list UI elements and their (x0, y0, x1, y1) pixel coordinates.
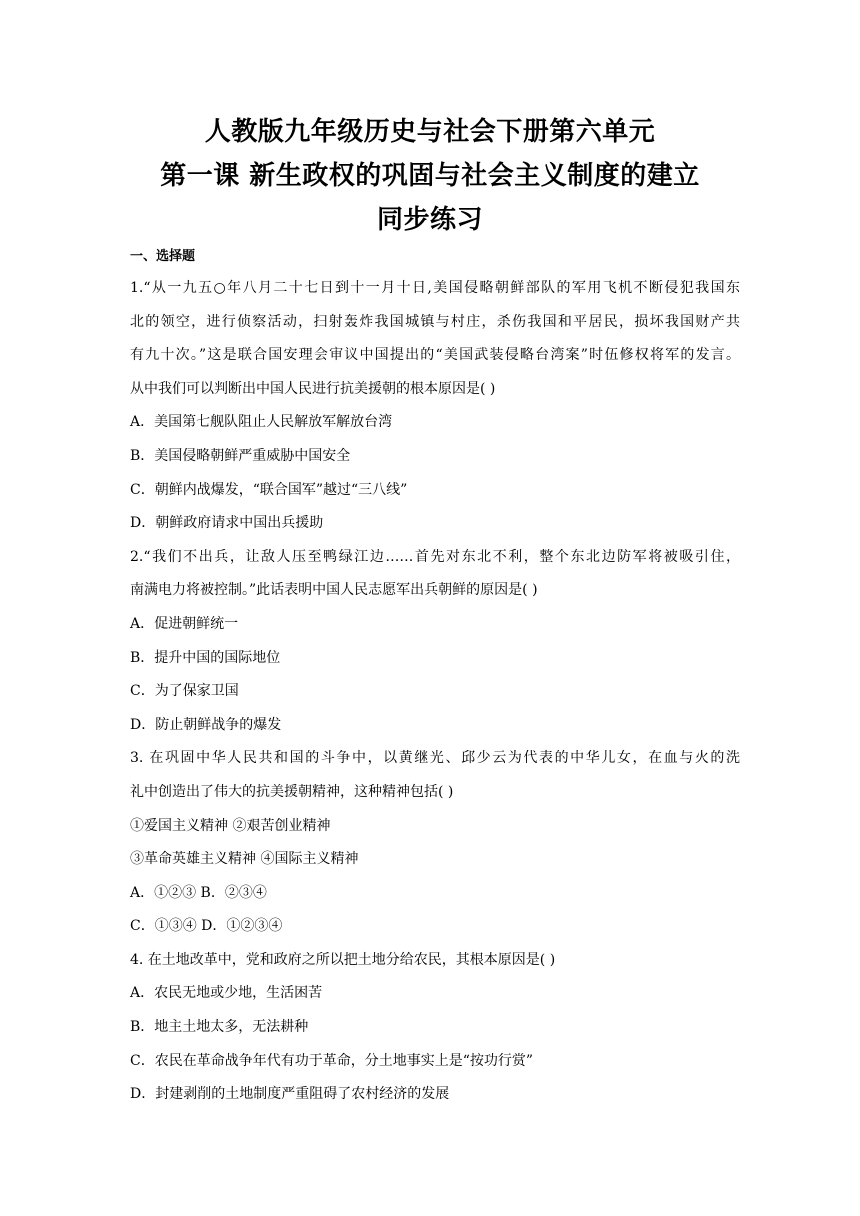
question-1-stem-line-4: 从中我们可以判断出中国人民进行抗美援朝的根本原因是( ) (130, 380, 496, 397)
question-3-options-cd: C．①③④ D．①②③④ (130, 918, 283, 935)
question-2-stem-line-2: 南满电力将被控制。”此话表明中国人民志愿军出兵朝鲜的原因是( ) (130, 582, 538, 599)
question-1-option-c: C．朝鲜内战爆发，“联合国军”越过“三八线” (130, 481, 408, 498)
title-line-3: 同步练习 (376, 205, 483, 235)
question-3-stem-line-2: 礼中创造出了伟大的抗美援朝精神，这种精神包括( ) (130, 783, 454, 800)
question-1-option-a: A．美国第七舰队阻止人民解放军解放台湾 (130, 414, 393, 431)
question-content (130, 242, 740, 1112)
question-2-option-a: A．促进朝鲜统一 (130, 615, 239, 632)
question-3-statement-line-2: ③革命英雄主义精神 ④国际主义精神 (130, 851, 359, 868)
question-3-statement-line-1: ①爱国主义精神 ②艰苦创业精神 (130, 817, 331, 834)
question-1-option-d: D．朝鲜政府请求中国出兵援助 (130, 515, 324, 532)
question-4-option-b: B．地主土地太多，无法耕种 (130, 1019, 309, 1036)
section-heading: 一、选择题 (130, 249, 196, 264)
question-1-stem-line-2: 北的领空，进行侦察活动，扫射轰炸我国城镇与村庄，杀伤我国和平居民，损坏我国财产共 (130, 313, 740, 330)
question-3 (130, 742, 740, 944)
question-4-stem-line-1: 4. 在土地改革中，党和政府之所以把土地分给农民，其根本原因是( ) (130, 951, 556, 968)
question-2-option-b: B．提升中国的国际地位 (130, 649, 281, 666)
question-4-option-d: D．封建剥削的土地制度严重阻碍了农村经济的发展 (130, 1086, 450, 1103)
title-line-2: 第一课 新生政权的巩固与社会主义制度的建立 (160, 161, 700, 191)
question-4-option-a: A．农民无地或少地，生活困苦 (130, 985, 323, 1002)
question-1-stem-line-1: 1.“从一九五○年八月二十七日到十一月十日,美国侵略朝鲜部队的军用飞机不断侵犯我国东 (130, 280, 740, 296)
question-3-options-ab: A．①②③ B．②③④ (130, 884, 267, 901)
question-2-stem-line-1: 2.“我们不出兵，让敌人压至鸭绿江边……首先对东北不利，整个东北边防军将被吸引住， (130, 548, 740, 565)
title-line-1: 人教版九年级历史与社会下册第六单元 (204, 117, 656, 147)
question-2-option-d: D．防止朝鲜战争的爆发 (130, 716, 282, 733)
question-1 (130, 272, 740, 541)
document-title (0, 110, 860, 242)
question-4-option-c: C．农民在革命战争年代有功于革命，分土地事实上是“按功行赏” (130, 1052, 534, 1069)
question-2-option-c: C．为了保家卫国 (130, 683, 239, 700)
question-3-stem-line-1: 3. 在巩固中华人民共和国的斗争中，以黄继光、邱少云为代表的中华儿女，在血与火的洗 (130, 750, 740, 767)
question-1-option-b: B．美国侵略朝鲜严重威胁中国安全 (130, 447, 351, 464)
question-2 (130, 541, 740, 743)
question-1-stem-line-3: 有九十次。”这是联合国安理会审议中国提出的“美国武装侵略台湾案”时伍修权将军的发言。 (130, 347, 740, 364)
question-4 (130, 944, 740, 1112)
